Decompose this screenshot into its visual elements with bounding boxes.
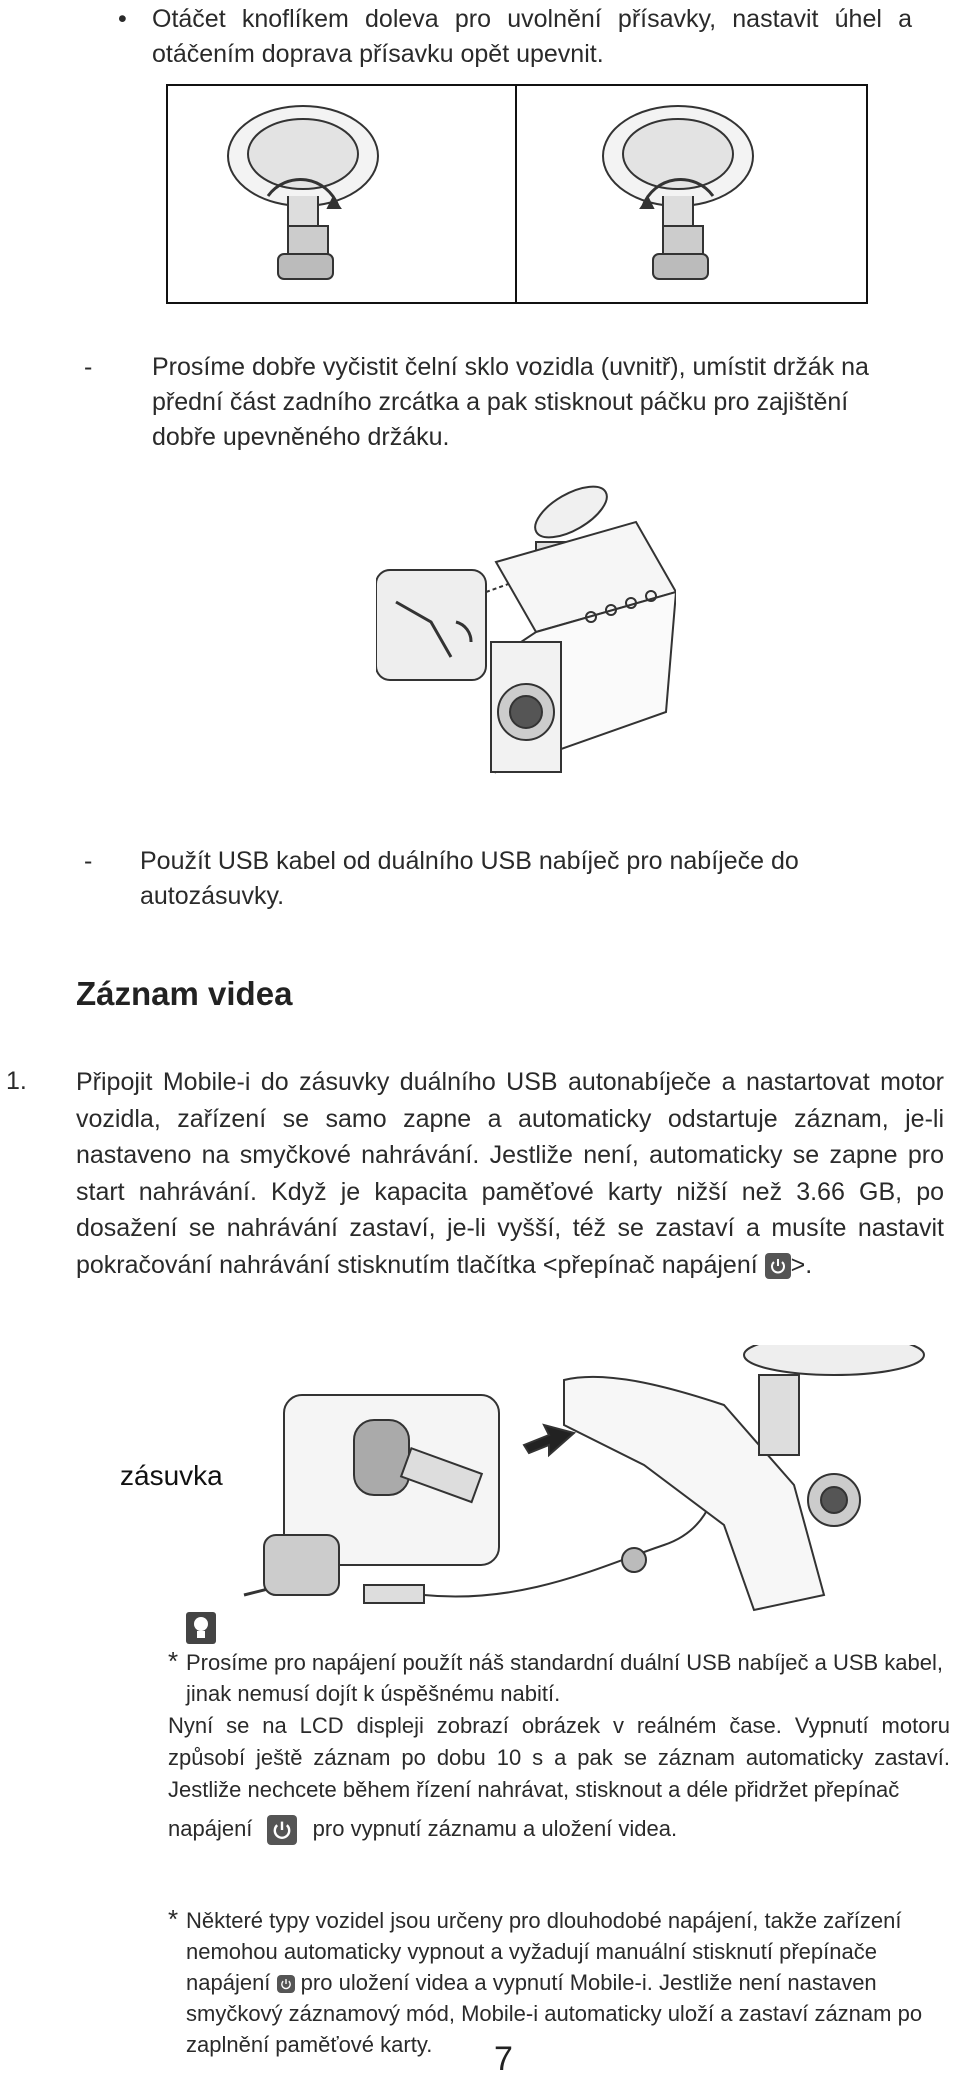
note-star-1: * <box>168 1646 179 1676</box>
dash-marker: - <box>84 353 93 381</box>
lcd-paragraph-end <box>168 1813 677 1845</box>
suction-mount-left <box>228 106 378 279</box>
power-label-end: pro vypnutí záznamu a uložení videa. <box>312 1816 678 1841</box>
list-number: 1. <box>6 1067 27 1095</box>
usb-instruction: Použít USB kabel od duálního USB nabíječ pro nabíječe do autozásuvky. <box>140 847 799 910</box>
power-icon-3 <box>277 1975 295 1993</box>
recording-paragraph-text: Připojit Mobile-i do zásuvky duálního USB autonabíječe a nastartovat motor vozidla, zařízení se samo zapne a automaticky odstartuje záznam, je-li nastaveno na smyčkové nahrávání. Jestliže není, automaticky se zapne pro start nahrávání. Když je kapacita paměťové karty nižší než 3.66 GB, po dosažení se nahrávání zastaví, je-li vyšší, též se zastaví a musíte nastavit pokračování nahrávání stisknutím tlačítka <box>76 1068 944 1279</box>
section-title: Záznam videa <box>76 975 293 1012</box>
vehicle-note-text-a: Některé typy vozidel jsou určeny pro dlouhodobé napájení, takže zařízení nemohou automaticky vypnout a vyžadují manuální stisknutí přepínače napájení <box>186 1908 902 1995</box>
mount-instruction: Prosíme dobře vyčistit čelní sklo vozidla (uvnitř), umístit držák na přední část zadního zrcátka a pak stisknout páčku pro zajištění dobře upevněného držáku. <box>152 353 869 451</box>
suction-mount-figure <box>166 84 868 304</box>
socket-label: zásuvka <box>120 1460 223 1491</box>
tip-icon <box>186 1612 216 1644</box>
lcd-paragraph: Nyní se na LCD displeji zobrazí obrázek v reálném čase. Vypnutí motoru způsobí ještě záznam po dobu 10 s a pak se záznam automaticky zastaví. Jestliže nechcete během řízení nahrávat, stisknout a déle přidržet přepínač <box>168 1713 950 1802</box>
vehicle-note <box>186 1905 958 2060</box>
power-icon <box>765 1253 791 1279</box>
recording-paragraph <box>76 1064 944 1283</box>
page-number: 7 <box>494 2040 513 2078</box>
power-switch-reference-end: >. <box>790 1250 813 1279</box>
bullet-marker: • <box>118 5 127 33</box>
power-label: napájení <box>168 1816 253 1841</box>
power-switch-reference: <přepínač napájení <box>542 1250 758 1279</box>
suction-mount-right <box>603 106 753 279</box>
knob-instruction: Otáčet knoflíkem doleva pro uvolnění přísavky, nastavit úhel a otáčením doprava přísavku opět upevnit. <box>152 5 912 68</box>
dashcam-mount-figure <box>376 482 676 802</box>
power-icon-2 <box>267 1815 297 1845</box>
charger-note: Prosíme pro napájení použít náš standardní duální USB nabíječ a USB kabel, jinak nemusí dojít k úspěšnému nabití. <box>186 1650 944 1706</box>
vehicle-note-text-b: pro uložení videa a vypnutí Mobile-i. Jestliže není nastaven smyčkový záznamový mód, Mobile-i automaticky uloží a zastaví záznam po zaplnění paměťové karty. <box>186 1970 923 2057</box>
note-star-2: * <box>168 1904 179 1934</box>
usb-charger-figure <box>104 1345 934 1635</box>
dash-marker-2: - <box>84 847 93 875</box>
